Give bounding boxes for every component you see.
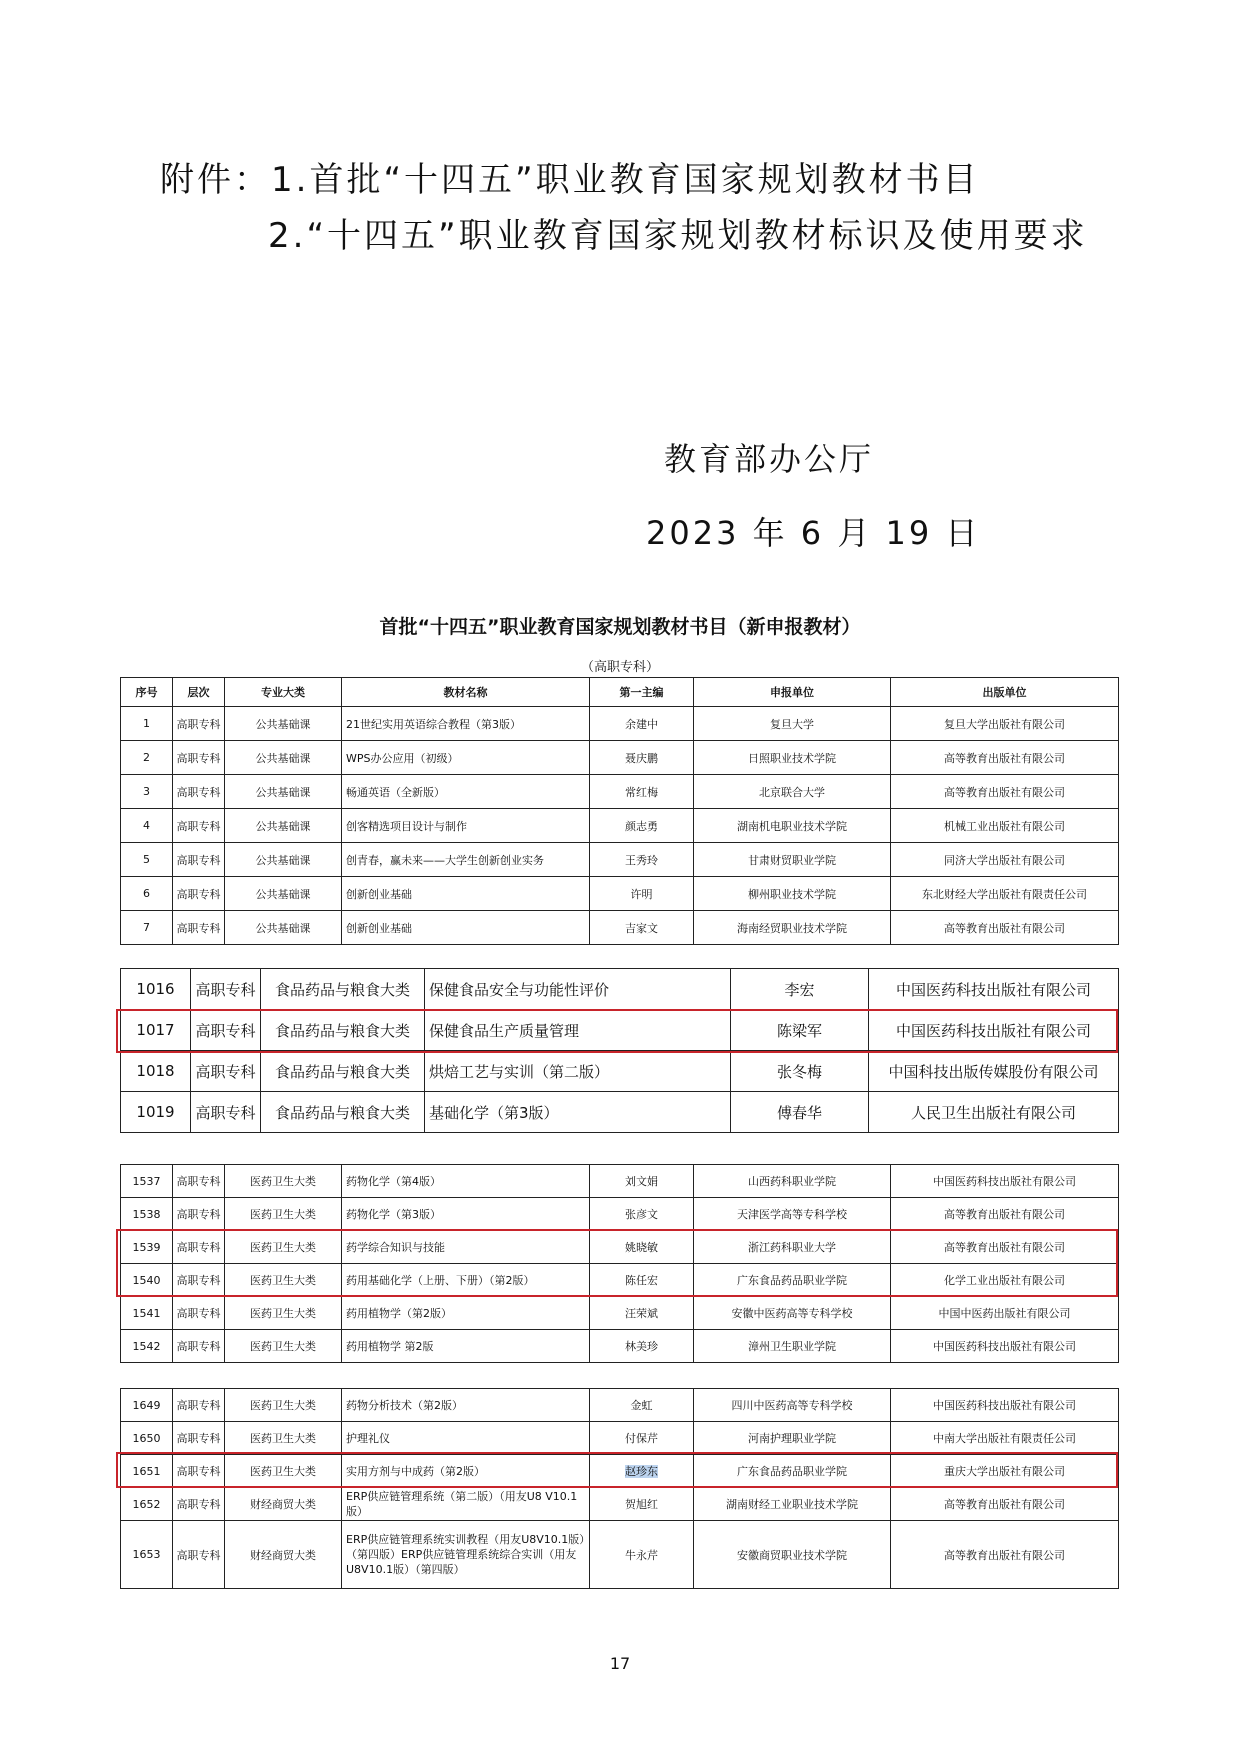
table-row <box>121 843 1119 877</box>
table-row <box>121 877 1119 911</box>
cell: 张彦文 <box>590 1198 694 1231</box>
cell: 1652 <box>121 1488 173 1521</box>
table-row <box>121 1051 1119 1092</box>
cell: 药物分析技术（第2版） <box>342 1389 590 1422</box>
cell: 医药卫生大类 <box>225 1297 342 1330</box>
cell: 漳州卫生职业学院 <box>694 1330 891 1363</box>
cell: 高职专科 <box>173 1389 225 1422</box>
cell: 天津医学高等专科学校 <box>694 1198 891 1231</box>
cell: 高职专科 <box>173 1521 225 1589</box>
textbook-table-block-1 <box>120 677 1119 945</box>
table-subtitle: （高职专科） <box>580 660 659 675</box>
cell: 财经商贸大类 <box>225 1488 342 1521</box>
table-row <box>121 1521 1119 1589</box>
cell: 陈任宏 <box>590 1264 694 1297</box>
cell: 广东食品药品职业学院 <box>694 1455 891 1488</box>
cell: 浙江药科职业大学 <box>694 1231 891 1264</box>
cell: 高职专科 <box>173 809 225 843</box>
cell: 河南护理职业学院 <box>694 1422 891 1455</box>
cell: 医药卫生大类 <box>225 1198 342 1231</box>
cell: 高等教育出版社有限公司 <box>891 741 1119 775</box>
cell: 化学工业出版社有限公司 <box>891 1264 1119 1297</box>
cell: 中国医药科技出版社有限公司 <box>869 1010 1119 1051</box>
page-number: 17 <box>609 1654 631 1673</box>
cell: 高职专科 <box>173 1297 225 1330</box>
table-row <box>121 1092 1119 1133</box>
cell: 中国医药科技出版社有限公司 <box>869 969 1119 1010</box>
cell: 聂庆鹏 <box>590 741 694 775</box>
table-title: 首批“十四五”职业教育国家规划教材书目（新申报教材） <box>379 616 861 638</box>
cell: 高职专科 <box>191 1051 261 1092</box>
attachment-line-1: 附件：1.首批“十四五”职业教育国家规划教材书目 <box>160 160 980 200</box>
header-editor: 第一主编 <box>590 678 694 707</box>
cell: 高职专科 <box>173 707 225 741</box>
cell: 山西药科职业学院 <box>694 1165 891 1198</box>
cell: 创新创业基础 <box>342 911 590 945</box>
cell: 医药卫生大类 <box>225 1422 342 1455</box>
cell: 柳州职业技术学院 <box>694 877 891 911</box>
header-publisher: 出版单位 <box>891 678 1119 707</box>
cell: 1 <box>121 707 173 741</box>
cell: 日照职业技术学院 <box>694 741 891 775</box>
cell: 药物化学（第4版） <box>342 1165 590 1198</box>
cell: 1019 <box>121 1092 191 1133</box>
cell: 许明 <box>590 877 694 911</box>
cell: 食品药品与粮食大类 <box>261 1051 425 1092</box>
cell: ERP供应链管理系统实训教程（用友U8V10.1版）（第四版）ERP供应链管理系统综合实训（用友U8V10.1版）（第四版） <box>342 1521 590 1589</box>
cell: 安徽商贸职业技术学院 <box>694 1521 891 1589</box>
cell: 广东食品药品职业学院 <box>694 1264 891 1297</box>
cell: 高等教育出版社有限公司 <box>891 1231 1119 1264</box>
cell: 湖南机电职业技术学院 <box>694 809 891 843</box>
issuer-name: 教育部办公厅 <box>664 440 875 478</box>
cell: 1651 <box>121 1455 173 1488</box>
cell: 高职专科 <box>173 877 225 911</box>
cell: 湖南财经工业职业技术学院 <box>694 1488 891 1521</box>
cell: 1538 <box>121 1198 173 1231</box>
cell: 高职专科 <box>173 1264 225 1297</box>
cell: 高职专科 <box>173 911 225 945</box>
cell: 公共基础课 <box>225 877 342 911</box>
cell: ERP供应链管理系统（第二版）（用友U8 V10.1版） <box>342 1488 590 1521</box>
cell: 药用植物学 第2版 <box>342 1330 590 1363</box>
cell: WPS办公应用（初级） <box>342 741 590 775</box>
table-row <box>121 969 1119 1010</box>
highlight-box-1651 <box>116 1452 1118 1488</box>
cell: 公共基础课 <box>225 843 342 877</box>
cell: 1542 <box>121 1330 173 1363</box>
cell: 李宏 <box>731 969 869 1010</box>
cell: 颜志勇 <box>590 809 694 843</box>
cell: 保健食品安全与功能性评价 <box>425 969 731 1010</box>
cell: 牛永芹 <box>590 1521 694 1589</box>
cell: 高等教育出版社有限公司 <box>891 1198 1119 1231</box>
cell: 药用植物学（第2版） <box>342 1297 590 1330</box>
cell: 王秀玲 <box>590 843 694 877</box>
table-row <box>121 1488 1119 1521</box>
cell: 机械工业出版社有限公司 <box>891 809 1119 843</box>
cell: 高职专科 <box>173 741 225 775</box>
cell: 1650 <box>121 1422 173 1455</box>
cell: 医药卫生大类 <box>225 1330 342 1363</box>
header-category: 专业大类 <box>225 678 342 707</box>
header-level: 层次 <box>173 678 225 707</box>
cell: 中国科技出版传媒股份有限公司 <box>869 1051 1119 1092</box>
cell: 高职专科 <box>173 843 225 877</box>
cell: 护理礼仪 <box>342 1422 590 1455</box>
cell: 汪荣斌 <box>590 1297 694 1330</box>
cell: 吉家文 <box>590 911 694 945</box>
cell: 高职专科 <box>173 1488 225 1521</box>
cell: 中国医药科技出版社有限公司 <box>891 1389 1119 1422</box>
table-row <box>121 1389 1119 1422</box>
cell: 医药卫生大类 <box>225 1389 342 1422</box>
highlight-box-1539-1540 <box>116 1229 1118 1297</box>
cell: 贺旭红 <box>590 1488 694 1521</box>
cell: 高职专科 <box>173 1422 225 1455</box>
table-row <box>121 707 1119 741</box>
cell: 余建中 <box>590 707 694 741</box>
cell: 中国医药科技出版社有限公司 <box>891 1165 1119 1198</box>
cell: 7 <box>121 911 173 945</box>
cell: 同济大学出版社有限公司 <box>891 843 1119 877</box>
cell: 东北财经大学出版社有限责任公司 <box>891 877 1119 911</box>
table-row <box>121 741 1119 775</box>
cell: 食品药品与粮食大类 <box>261 1092 425 1133</box>
issue-date: 2023 年 6 月 19 日 <box>646 514 981 552</box>
cell: 中南大学出版社有限责任公司 <box>891 1422 1119 1455</box>
highlight-box-1017 <box>116 1009 1118 1053</box>
textbook-table-block-4 <box>120 1388 1119 1589</box>
cell: 公共基础课 <box>225 911 342 945</box>
cell: 食品药品与粮食大类 <box>261 1010 425 1051</box>
table-row <box>121 775 1119 809</box>
cell: 3 <box>121 775 173 809</box>
cell: 烘焙工艺与实训（第二版） <box>425 1051 731 1092</box>
cell: 高职专科 <box>173 1330 225 1363</box>
cell: 高职专科 <box>173 1198 225 1231</box>
cell: 5 <box>121 843 173 877</box>
cell: 创青春，赢未来——大学生创新创业实务 <box>342 843 590 877</box>
cell: 医药卫生大类 <box>225 1264 342 1297</box>
cell: 公共基础课 <box>225 809 342 843</box>
cell: 公共基础课 <box>225 741 342 775</box>
cell: 创新创业基础 <box>342 877 590 911</box>
table-row <box>121 1198 1119 1231</box>
cell: 4 <box>121 809 173 843</box>
cell: 公共基础课 <box>225 707 342 741</box>
table-header-row <box>121 678 1119 707</box>
cell: 药物化学（第3版） <box>342 1198 590 1231</box>
header-applicant: 申报单位 <box>694 678 891 707</box>
cell: 1649 <box>121 1389 173 1422</box>
cell: 高职专科 <box>173 1231 225 1264</box>
cell: 药学综合知识与技能 <box>342 1231 590 1264</box>
cell: 医药卫生大类 <box>225 1455 342 1488</box>
table-row <box>121 1330 1119 1363</box>
cell: 药用基础化学（上册、下册）（第2版） <box>342 1264 590 1297</box>
cell: 1653 <box>121 1521 173 1589</box>
cell: 张冬梅 <box>731 1051 869 1092</box>
cell: 甘肃财贸职业学院 <box>694 843 891 877</box>
cell: 高职专科 <box>191 1092 261 1133</box>
cell: 四川中医药高等专科学校 <box>694 1389 891 1422</box>
header-index: 序号 <box>121 678 173 707</box>
cell: 食品药品与粮食大类 <box>261 969 425 1010</box>
cell: 医药卫生大类 <box>225 1165 342 1198</box>
cell: 高职专科 <box>191 969 261 1010</box>
cell: 21世纪实用英语综合教程（第3版） <box>342 707 590 741</box>
cell: 金虹 <box>590 1389 694 1422</box>
cell: 高职专科 <box>173 1455 225 1488</box>
cell: 高职专科 <box>173 1165 225 1198</box>
attachment-line-2: 2.“十四五”职业教育国家规划教材标识及使用要求 <box>268 216 1088 256</box>
table-row <box>121 1297 1119 1330</box>
cell: 高等教育出版社有限公司 <box>891 911 1119 945</box>
cell: 1016 <box>121 969 191 1010</box>
cell: 1018 <box>121 1051 191 1092</box>
table-row <box>121 809 1119 843</box>
cell: 高等教育出版社有限公司 <box>891 1521 1119 1589</box>
cell: 高职专科 <box>191 1010 261 1051</box>
cell: 保健食品生产质量管理 <box>425 1010 731 1051</box>
cell: 陈梁军 <box>731 1010 869 1051</box>
table-row <box>121 911 1119 945</box>
cell: 1537 <box>121 1165 173 1198</box>
cell: 安徽中医药高等专科学校 <box>694 1297 891 1330</box>
cell: 傅春华 <box>731 1092 869 1133</box>
cell: 高职专科 <box>173 775 225 809</box>
cell: 1017 <box>121 1010 191 1051</box>
cell: 高等教育出版社有限公司 <box>891 1488 1119 1521</box>
cell: 高等教育出版社有限公司 <box>891 775 1119 809</box>
selected-editor-name[interactable]: 赵珍东 <box>625 1465 658 1478</box>
table-row <box>121 1165 1119 1198</box>
cell: 基础化学（第3版） <box>425 1092 731 1133</box>
cell: 公共基础课 <box>225 775 342 809</box>
cell: 人民卫生出版社有限公司 <box>869 1092 1119 1133</box>
cell: 常红梅 <box>590 775 694 809</box>
cell: 实用方剂与中成药（第2版） <box>342 1455 590 1488</box>
cell: 创客精选项目设计与制作 <box>342 809 590 843</box>
header-title: 教材名称 <box>342 678 590 707</box>
cell: 中国中医药出版社有限公司 <box>891 1297 1119 1330</box>
cell: 姚晓敏 <box>590 1231 694 1264</box>
cell: 付保芹 <box>590 1422 694 1455</box>
cell: 1540 <box>121 1264 173 1297</box>
table-row <box>121 1422 1119 1455</box>
cell: 畅通英语（全新版） <box>342 775 590 809</box>
cell: 刘文娟 <box>590 1165 694 1198</box>
cell: 6 <box>121 877 173 911</box>
cell: 复旦大学 <box>694 707 891 741</box>
cell: 1539 <box>121 1231 173 1264</box>
cell: 中国医药科技出版社有限公司 <box>891 1330 1119 1363</box>
cell: 重庆大学出版社有限公司 <box>891 1455 1119 1488</box>
cell: 海南经贸职业技术学院 <box>694 911 891 945</box>
cell: 2 <box>121 741 173 775</box>
cell: 复旦大学出版社有限公司 <box>891 707 1119 741</box>
cell: 医药卫生大类 <box>225 1231 342 1264</box>
cell: 财经商贸大类 <box>225 1521 342 1589</box>
cell: 1541 <box>121 1297 173 1330</box>
cell: 林美珍 <box>590 1330 694 1363</box>
cell: 北京联合大学 <box>694 775 891 809</box>
